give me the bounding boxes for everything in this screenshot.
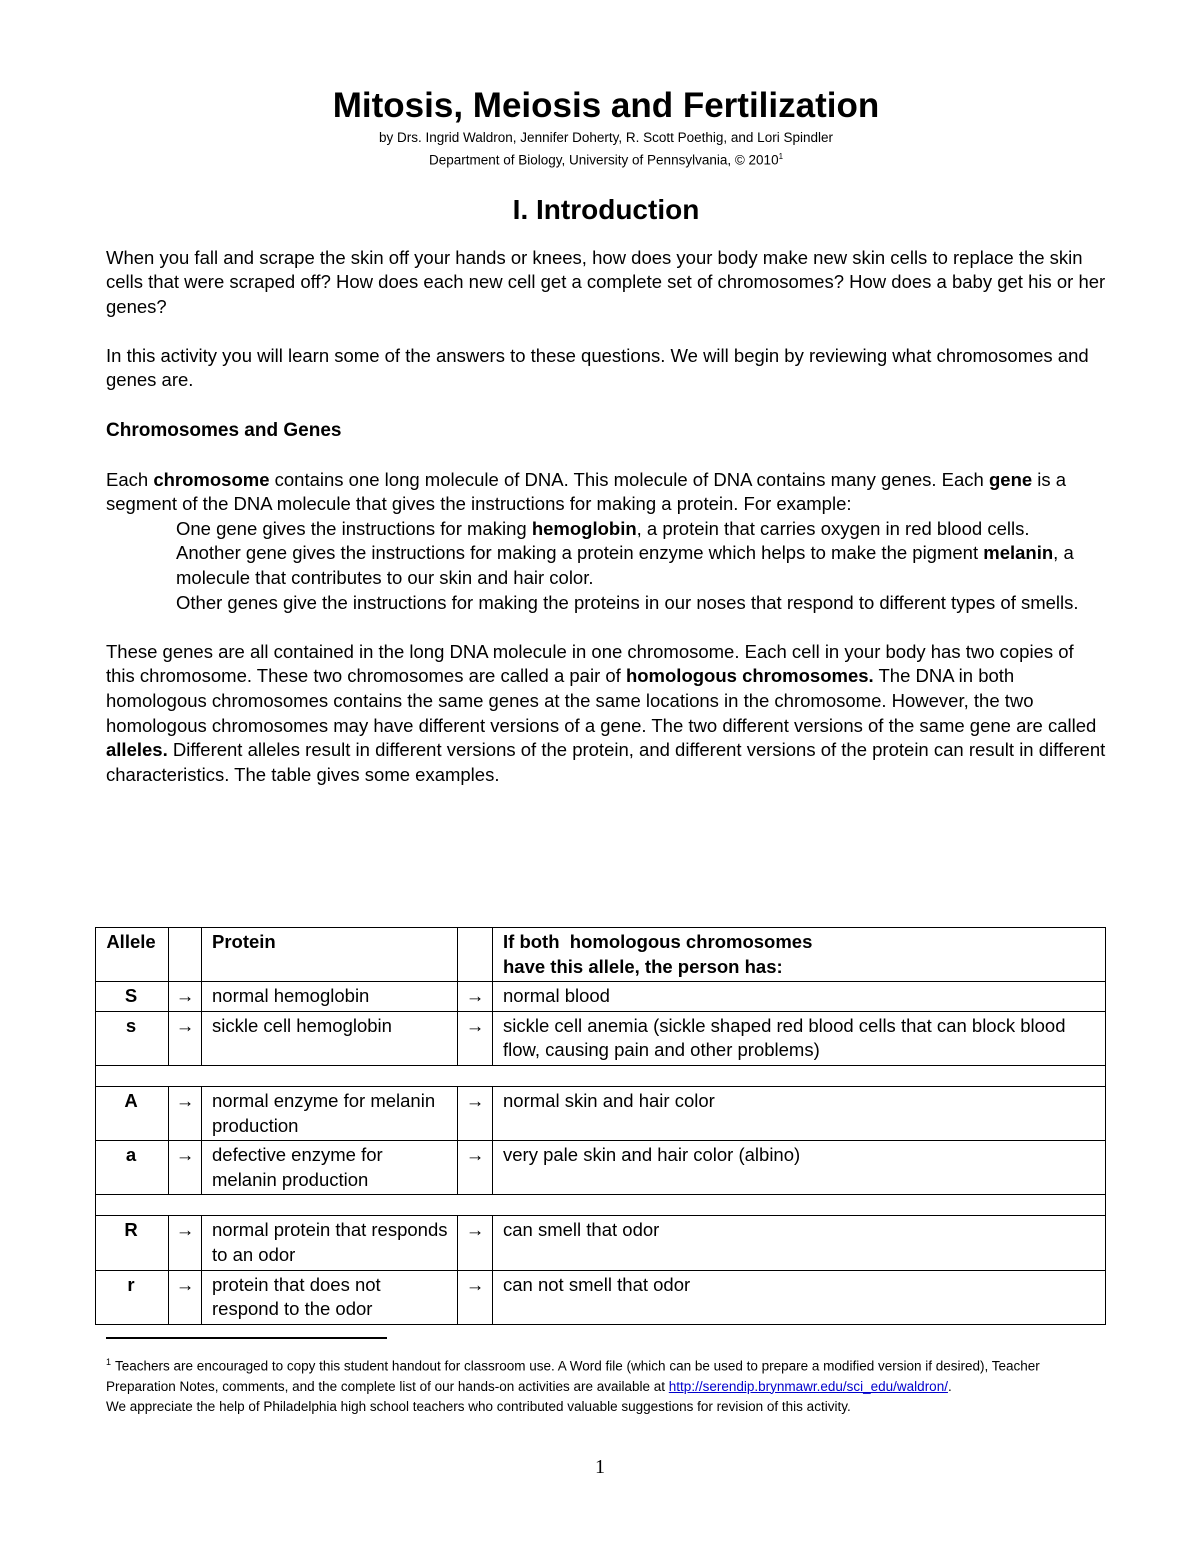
protein-cell: normal enzyme for melanin production [202,1086,458,1140]
term-alleles: alleles. [106,739,168,761]
table-row [96,1270,1106,1324]
department-text: Department of Biology, University of Pennsylvania, © 2010 [428,152,779,168]
header-protein: Protein [202,928,458,982]
protein-cell: sickle cell hemoglobin [202,1011,458,1065]
protein-cell: normal protein that responds to an odor [202,1216,458,1270]
header-result-line-2: have this allele, the person has: [503,955,783,977]
header-allele: Allele [96,928,169,982]
text-span: Each [106,468,154,490]
footnote-acknowledgement: We appreciate the help of Philadelphia high school teachers who contributed valuable suggestions for revision of this activity. [106,1398,851,1414]
arrow-icon: → [458,1141,493,1195]
text-span: , a protein that carries oxygen in red blood cells. [636,517,1030,539]
arrow-icon: → [458,1270,493,1324]
text-span: Teachers are encouraged to copy this student handout for classroom use. A Word file (which can be used to prepare a modified version if desired), Teacher Preparation Notes, comments, and the complete list of our hands-on activities are available at [106,1358,1040,1394]
allele-cell: R [96,1216,169,1270]
header-result-line-1: If both homologous chromosomes [503,931,813,952]
arrow-icon: → [169,982,202,1012]
text-span: One gene gives the instructions for making [176,517,532,539]
table-spacer-row [96,1195,1106,1216]
allele-cell: s [96,1011,169,1065]
page-number: 1 [595,1456,605,1478]
result-cell: very pale skin and hair color (albino) [493,1141,1106,1195]
text-span: is a segment of the DNA molecule that gives the instructions for making a protein. For example: [106,468,1067,515]
result-cell: can not smell that odor [493,1270,1106,1324]
text-span: Another gene gives the instructions for making a protein enzyme which helps to make the pigment [176,542,984,564]
text-span: . [947,1378,952,1394]
result-cell: normal skin and hair color [493,1086,1106,1140]
chromosome-gene-paragraph [106,468,1106,517]
text-span: The DNA in both homologous chromosomes contains the same genes at the same locations in the chromosome. However, the two homologous chromosomes may have different versions of a gene. The two different versions of the same gene are called [106,665,1097,736]
department-line [106,147,1106,170]
arrow-icon: → [169,1216,202,1270]
header-arrow-spacer [458,928,493,982]
allele-cell: A [96,1086,169,1140]
table-spacer-row [96,1065,1106,1086]
term-melanin: melanin [983,542,1054,564]
arrow-icon: → [458,1011,493,1065]
footnote-divider [106,1337,387,1339]
footnote [106,1352,1096,1417]
table-row [96,1086,1106,1140]
allele-cell: r [96,1270,169,1324]
footnote-mark: 1 [106,1357,112,1367]
arrow-icon: → [458,1216,493,1270]
result-cell: normal blood [493,982,1106,1012]
footnote-text [106,1352,1096,1397]
arrow-icon: → [169,1086,202,1140]
allele-cell: a [96,1141,169,1195]
footnote-reference: 1 [778,152,784,161]
term-homologous: homologous chromosomes. [625,665,874,687]
term-chromosome: chromosome [153,468,270,490]
alleles-table [95,927,1106,1325]
table-row [96,1011,1106,1065]
protein-cell: protein that does not respond to the odor [202,1270,458,1324]
spacer-cell [96,1195,1106,1216]
arrow-icon: → [169,1270,202,1324]
arrow-icon: → [458,1086,493,1140]
header-result [493,928,1106,982]
subheading-chromosomes-genes: Chromosomes and Genes [106,419,342,441]
document-title: Mitosis, Meiosis and Fertilization [332,86,880,125]
intro-paragraph-1: When you fall and scrape the skin off your hands or knees, how does your body make new skin cells to replace the skin cells that were scraped off? How does each new cell get a complete set of chromosomes? How does a baby get his or her genes? [106,246,1106,317]
text-span: contains one long molecule of DNA. This molecule of DNA contains many genes. Each [269,468,989,490]
protein-cell: normal hemoglobin [202,982,458,1012]
example-melanin [176,541,1106,590]
arrow-icon: → [169,1011,202,1065]
authors-byline: by Drs. Ingrid Waldron, Jennifer Doherty, R. Scott Poethig, and Lori Spindler [379,130,833,145]
text-span: These genes are all contained in the long DNA molecule in one chromosome. Each cell in your body has two copies of this chromosome. These two chromosomes are called a pair of [106,640,1074,687]
result-cell: sickle cell anemia (sickle shaped red blood cells that can block blood flow, causing pain and other problems) [493,1011,1106,1065]
example-smell: Other genes give the instructions for making the proteins in our noses that respond to different types of smells. [176,591,1079,613]
gene-examples-list [176,517,1106,615]
homologous-paragraph [106,640,1106,788]
example-hemoglobin [176,517,1106,542]
arrow-icon: → [169,1141,202,1195]
table-header-row [96,928,1106,982]
text-span: , a molecule that contributes to our skin and hair color. [176,542,1074,589]
term-hemoglobin: hemoglobin [531,517,637,539]
arrow-icon: → [458,982,493,1012]
header-arrow-spacer [169,928,202,982]
waldron-activities-link[interactable]: http://serendip.brynmawr.edu/sci_edu/waldron/ [668,1378,948,1394]
intro-paragraph-2: In this activity you will learn some of the answers to these questions. We will begin by reviewing what chromosomes and genes are. [106,344,1089,391]
table-row [96,1141,1106,1195]
spacer-cell [96,1065,1106,1086]
table-row [96,982,1106,1012]
section-heading-introduction: I. Introduction [512,193,700,225]
document-page [106,84,1106,812]
text-span: Different alleles result in different versions of the protein, and different versions of the protein can result in different characteristics. The table gives some examples. [106,739,1106,785]
result-cell: can smell that odor [493,1216,1106,1270]
protein-cell: defective enzyme for melanin production [202,1141,458,1195]
term-gene: gene [988,468,1033,490]
allele-cell: S [96,982,169,1012]
table-row [96,1216,1106,1270]
